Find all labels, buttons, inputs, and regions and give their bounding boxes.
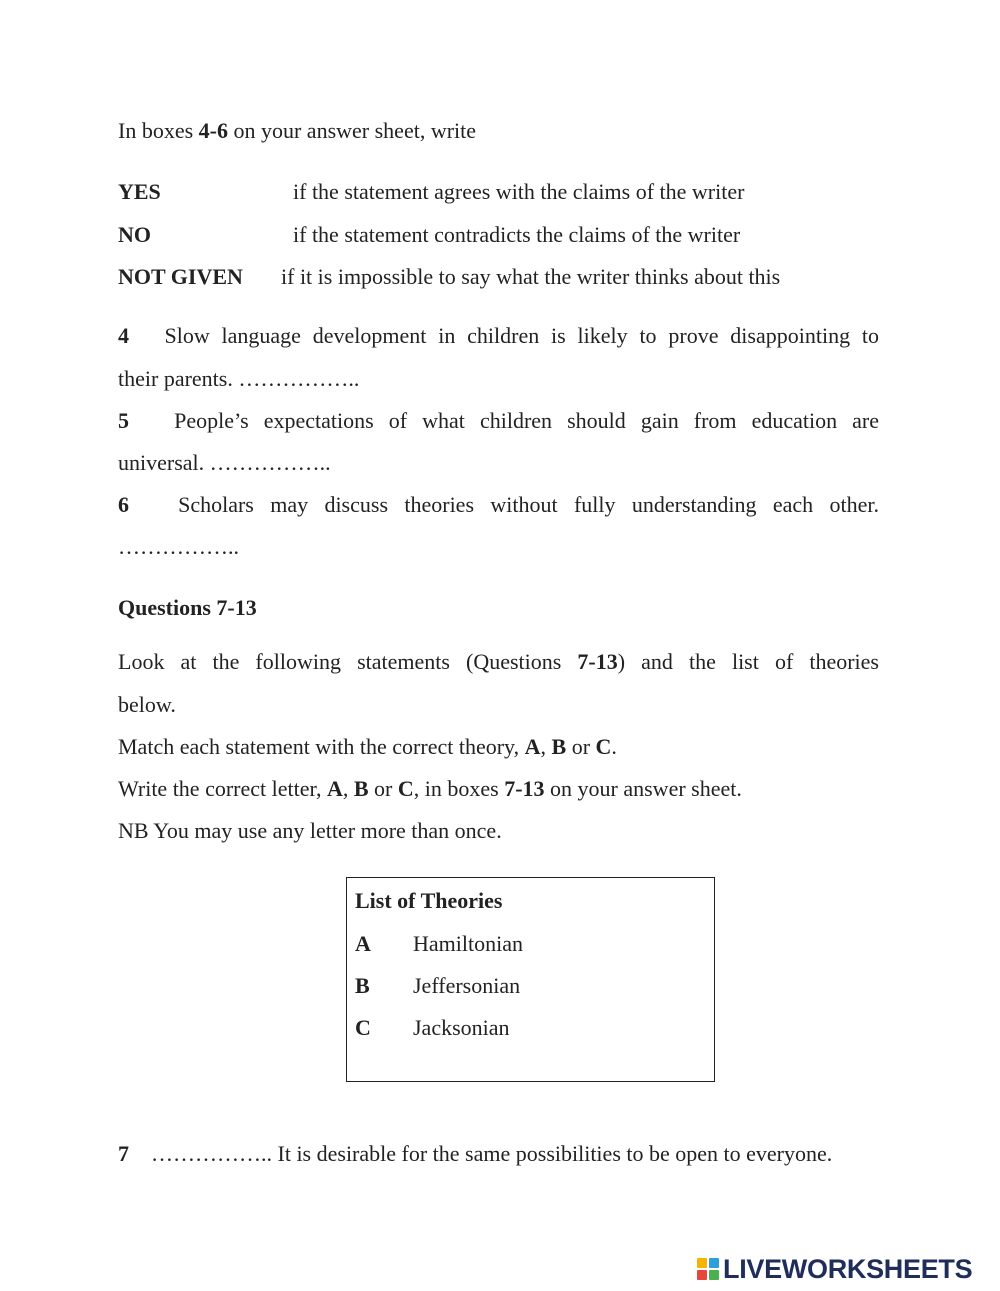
key-meaning-no: if the statement contradicts the claims of the writer — [293, 222, 741, 247]
question-7-answer-blank[interactable]: …………….. — [151, 1141, 272, 1166]
theory-letter-b: B — [355, 973, 370, 998]
statement-4: 4 Slow language development in children is likely to prove disappointing to — [118, 323, 879, 348]
theory-name-c: Jacksonian — [413, 1015, 510, 1040]
key-meaning-yes: if the statement agrees with the claims of the writer — [293, 179, 745, 204]
statement-5-answer-blank[interactable]: universal. …………….. — [118, 450, 331, 475]
liveworksheets-logo-icon — [697, 1258, 719, 1280]
question-7: 7 …………….. It is desirable for the same possibilities to be open to everyone. — [118, 1141, 833, 1166]
theories-title: List of Theories — [355, 888, 503, 913]
section-para-2: Match each statement with the correct theory, A, B or C. — [118, 734, 617, 759]
section-heading: Questions 7-13 — [118, 595, 257, 620]
theory-letter-a: A — [355, 931, 371, 956]
theory-letter-c: C — [355, 1015, 371, 1040]
key-meaning-not-given: if it is impossible to say what the writer thinks about this — [281, 264, 781, 289]
statement-4-answer-blank[interactable]: their parents. …………….. — [118, 366, 360, 391]
key-term-no: NO — [118, 222, 151, 247]
statement-6: 6 Scholars may discuss theories without fully understanding each other. — [118, 492, 879, 517]
key-term-not-given: NOT GIVEN — [118, 264, 243, 289]
section-para-1-cont: below. — [118, 692, 176, 717]
key-term-yes: YES — [118, 179, 161, 204]
theory-name-a: Hamiltonian — [413, 931, 523, 956]
section-para-1: Look at the following statements (Questions 7-13) and the list of theories — [118, 649, 879, 674]
theory-name-b: Jeffersonian — [413, 973, 521, 998]
nb-note: NB You may use any letter more than once. — [118, 818, 502, 843]
liveworksheets-logo-text: LIVEWORKSHEETS — [723, 1253, 973, 1284]
liveworksheets-logo — [697, 1254, 972, 1284]
statement-5: 5 People’s expectations of what children should gain from education are — [118, 408, 879, 433]
section-para-3: Write the correct letter, A, B or C, in boxes 7-13 on your answer sheet. — [118, 776, 742, 801]
theories-box — [346, 877, 715, 1082]
instructions-line: In boxes 4-6 on your answer sheet, write — [118, 118, 477, 143]
statement-6-answer-blank[interactable]: …………….. — [118, 534, 239, 559]
